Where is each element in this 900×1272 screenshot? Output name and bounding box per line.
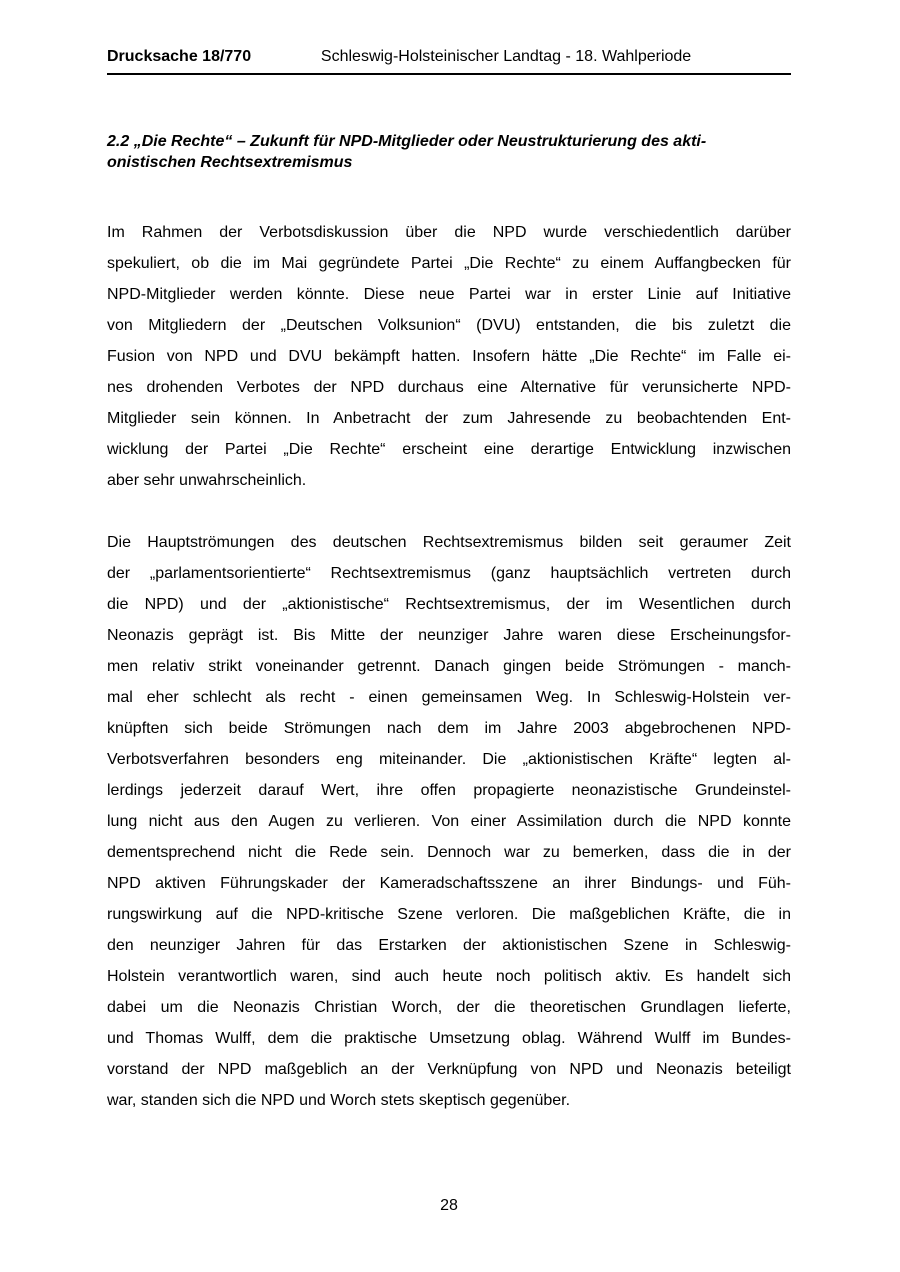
text-line: die NPD) und der „aktionistische“ Rechtsextremismus, der im Wesentlichen durch	[107, 596, 791, 613]
section-heading	[107, 131, 791, 173]
document-header	[107, 0, 791, 75]
text-line: Verbotsverfahren besonders eng miteinander. Die „aktionistischen Kräfte“ legten al-	[107, 751, 791, 768]
text-line: nes drohenden Verbotes der NPD durchaus eine Alternative für verunsicherte NPD-	[107, 379, 791, 396]
section-heading-line: onistischen Rechtsextremismus	[107, 154, 353, 171]
text-line: Fusion von NPD und DVU bekämpft hatten. Insofern hätte „Die Rechte“ im Falle ei-	[107, 348, 791, 365]
doc-number: Drucksache 18/770	[107, 48, 252, 65]
text-line: von Mitgliedern der „Deutschen Volksunion“ (DVU) entstanden, die bis zuletzt die	[107, 317, 791, 334]
text-line: NPD aktiven Führungskader der Kameradschaftsszene an ihrer Bindungs- und Füh-	[107, 875, 791, 892]
text-line: mal eher schlecht als recht - einen gemeinsamen Weg. In Schleswig-Holstein ver-	[107, 689, 791, 706]
section-heading-line: 2.2 „Die Rechte“ – Zukunft für NPD-Mitglieder oder Neustrukturierung des akti-	[107, 133, 707, 150]
text-line: der „parlamentsorientierte“ Rechtsextremismus (ganz hauptsächlich vertreten durch	[107, 565, 791, 582]
page-content	[107, 0, 791, 1147]
text-line: lerdings jederzeit darauf Wert, ihre offen propagierte neonazistische Grundeinstel-	[107, 782, 791, 799]
text-line: dabei um die Neonazis Christian Worch, der die theoretischen Grundlagen lieferte,	[107, 999, 791, 1016]
header-title: Schleswig-Holsteinischer Landtag - 18. Wahlperiode	[320, 48, 692, 65]
text-line: rungswirkung auf die NPD-kritische Szene verloren. Die maßgeblichen Kräfte, die in	[107, 906, 791, 923]
text-line: Im Rahmen der Verbotsdiskussion über die NPD wurde verschiedentlich darüber	[107, 224, 791, 241]
text-line: war, standen sich die NPD und Worch stets skeptisch gegenüber.	[107, 1092, 571, 1109]
text-line: und Thomas Wulff, dem die praktische Umsetzung oblag. Während Wulff im Bundes-	[107, 1030, 791, 1047]
text-line: Die Hauptströmungen des deutschen Rechtsextremismus bilden seit geraumer Zeit	[107, 534, 791, 551]
text-line: lung nicht aus den Augen zu verlieren. Von einer Assimilation durch die NPD konnte	[107, 813, 791, 830]
text-line: Mitglieder sein können. In Anbetracht der zum Jahresende zu beobachtenden Ent-	[107, 410, 791, 427]
text-line: spekuliert, ob die im Mai gegründete Partei „Die Rechte“ zu einem Auffangbecken für	[107, 255, 791, 272]
text-line: Neonazis geprägt ist. Bis Mitte der neunziger Jahre waren diese Erscheinungsfor-	[107, 627, 791, 644]
text-line: aber sehr unwahrscheinlich.	[107, 472, 307, 489]
text-line: vorstand der NPD maßgeblich an der Verknüpfung von NPD und Neonazis beteiligt	[107, 1061, 791, 1078]
text-line: NPD-Mitglieder werden könnte. Diese neue Partei war in erster Linie auf Initiative	[107, 286, 791, 303]
text-line: wicklung der Partei „Die Rechte“ erscheint eine derartige Entwicklung inzwischen	[107, 441, 791, 458]
text-line: Holstein verantwortlich waren, sind auch heute noch politisch aktiv. Es handelt sich	[107, 968, 791, 985]
paragraph	[107, 217, 791, 496]
paragraph	[107, 527, 791, 1116]
text-line: den neunziger Jahren für das Erstarken der aktionistischen Szene in Schleswig-	[107, 937, 791, 954]
text-line: dementsprechend nicht die Rede sein. Dennoch war zu bemerken, dass die in der	[107, 844, 791, 861]
text-line: knüpften sich beide Strömungen nach dem im Jahre 2003 abgebrochenen NPD-	[107, 720, 791, 737]
document-body	[107, 217, 791, 1116]
text-line: men relativ strikt voneinander getrennt. Danach gingen beide Strömungen - manch-	[107, 658, 791, 675]
page-number: 28	[440, 1197, 458, 1214]
